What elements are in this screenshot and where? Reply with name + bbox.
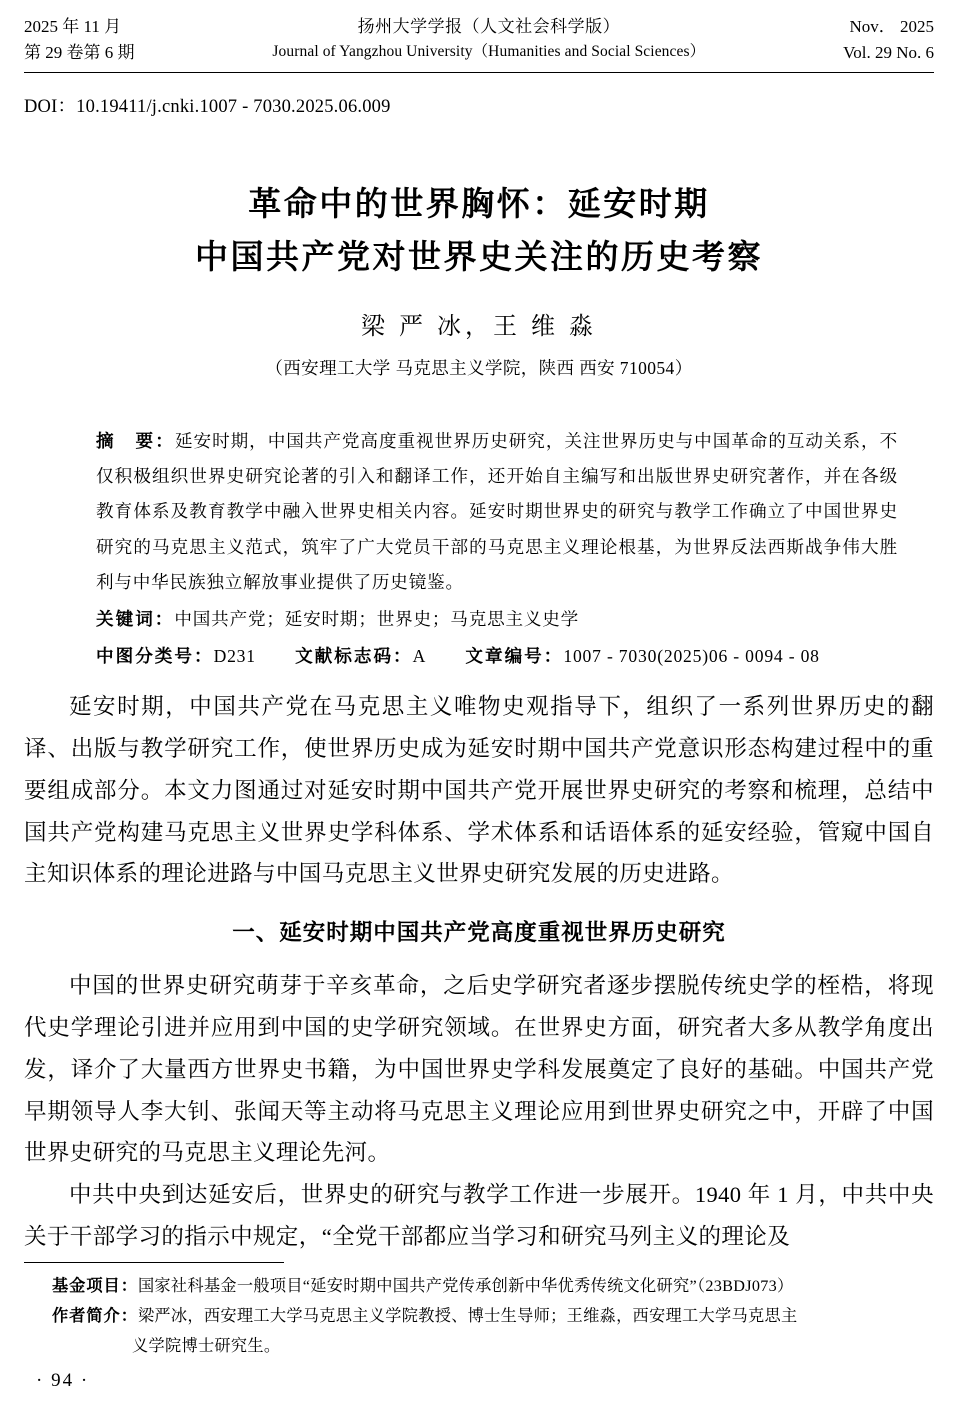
abstract-label: 摘 要： [96, 431, 175, 451]
clc-label: 中图分类号： [96, 646, 214, 667]
page-number: · 94 · [36, 1370, 90, 1391]
doc-code-value: A [412, 646, 427, 667]
footnote-author-continued: 义学院博士研究生。 [132, 1336, 281, 1355]
journal-title-cn: 扬州大学学报（人文社会科学版） [357, 17, 621, 36]
author-bio-label: 作者简介： [52, 1306, 138, 1325]
abstract-text: 延安时期，中国共产党高度重视世界历史研究，关注世界历史与中国革命的互动关系，不仅积极组织世界史研究论著的引入和翻译工作，还开始自主编写和出版世界史研究著作，并在各级教育体系及教育教学中融入世界史相关内容。延安时期世界史的研究与教学工作确立了中国世界史研究的马克思主义范式，筑牢了广大党员干部的马克思主义理论根基，为世界反法西斯战争伟大胜利与中华民族独立解放事业提供了历史镜鉴。 [96, 431, 898, 592]
header-divider [24, 72, 934, 73]
keywords-line [96, 602, 898, 637]
volume-issue-cn: 第 29 卷第 6 期 [24, 43, 135, 63]
abstract-block [96, 424, 898, 674]
keywords-value: 中国共产党；延安时期；世界史；马克思主义史学 [174, 608, 580, 629]
author-list: 梁 严 冰，王 维 淼 [361, 313, 597, 340]
article-id-label: 文章编号： [465, 646, 564, 667]
issue-date: 2025 年 11 月 [24, 17, 122, 36]
running-head-right [843, 14, 934, 67]
running-head [24, 14, 934, 70]
running-head-left [24, 14, 135, 67]
body-paragraph-1: 延安时期，中国共产党在马克思主义唯物史观指导下，组织了一系列世界历史的翻译、出版与教学研究工作，使世界历史成为延安时期中国共产党意识形态构建过程中的重要组成部分。本文力图通过对延安时期中国共产党开展世界史研究的考察和梳理，总结中国共产党构建马克思主义世界史学科体系、学术体系和话语体系的延安经验，管窥中国自主知识体系的理论进路与中国马克思主义世界史研究发展的历史进路。 [24, 694, 934, 887]
body-paragraph-2: 中国的世界史研究萌芽于辛亥革命，之后史学研究者逐步摆脱传统史学的桎梏，将现代史学理论引进并应用到中国的史学研究领域。在世界史方面，研究者大多从教学角度出发，译介了大量西方世界史书籍，为中国世界史学科发展奠定了良好的基础。中国共产党早期领导人李大钊、张闻天等主动将马克思主义理论应用到世界史研究之中，开辟了中国世界史研究的马克思主义理论先河。 [24, 973, 934, 1166]
doi-line: DOI：10.19411/j.cnki.1007 - 7030.2025.06.009 [24, 97, 391, 117]
clc-value: D231 [213, 646, 256, 667]
article-id-segment [465, 646, 819, 666]
running-head-center [135, 14, 844, 63]
section-heading-1: 一、延安时期中国共产党高度重视世界历史研究 [232, 920, 726, 947]
keywords-label: 关键词： [96, 608, 175, 629]
fund-label: 基金项目： [52, 1277, 138, 1295]
volume-issue-en: Vol. 29 No. 6 [843, 43, 934, 63]
issue-date-en: Nov． 2025 [849, 17, 934, 36]
article-title-line-1: 革命中的世界胸怀：延安时期 [248, 184, 710, 223]
journal-title-en: Journal of Yangzhou University（Humanities and Social Sciences） [272, 42, 706, 60]
fund-text: 国家社科基金一般项目“延安时期中国共产党传承创新中华优秀传统文化研究”（23BDJ073） [137, 1277, 794, 1295]
clc-segment [96, 646, 256, 666]
article-id-value: 1007 - 7030(2025)06 - 0094 - 08 [563, 646, 820, 667]
body-paragraph-3: 中共中央到达延安后，世界史的研究与教学工作进一步展开。1940 年 1 月，中共中央关于干部学习的指示中规定，“全党干部都应当学习和研究马列主义的理论及 [24, 1182, 934, 1250]
classification-line [96, 639, 898, 674]
author-bio-text: 梁严冰，西安理工大学马克思主义学院教授、博士生导师；王维淼，西安理工大学马克思主 [137, 1306, 798, 1325]
body-text [24, 686, 934, 1258]
abstract-paragraph [96, 424, 898, 600]
footnote-author [52, 1302, 918, 1332]
doc-code-label: 文献标志码： [295, 646, 413, 667]
author-affiliation: （西安理工大学 马克思主义学院，陕西 西安 710054） [265, 357, 693, 378]
footnote-block [52, 1272, 918, 1362]
doc-code-segment [295, 646, 426, 666]
title-block [60, 178, 898, 380]
footnote-fund [52, 1272, 918, 1302]
article-title-line-2: 中国共产党对世界史关注的历史考察 [195, 236, 763, 276]
footnote-divider [24, 1262, 284, 1263]
